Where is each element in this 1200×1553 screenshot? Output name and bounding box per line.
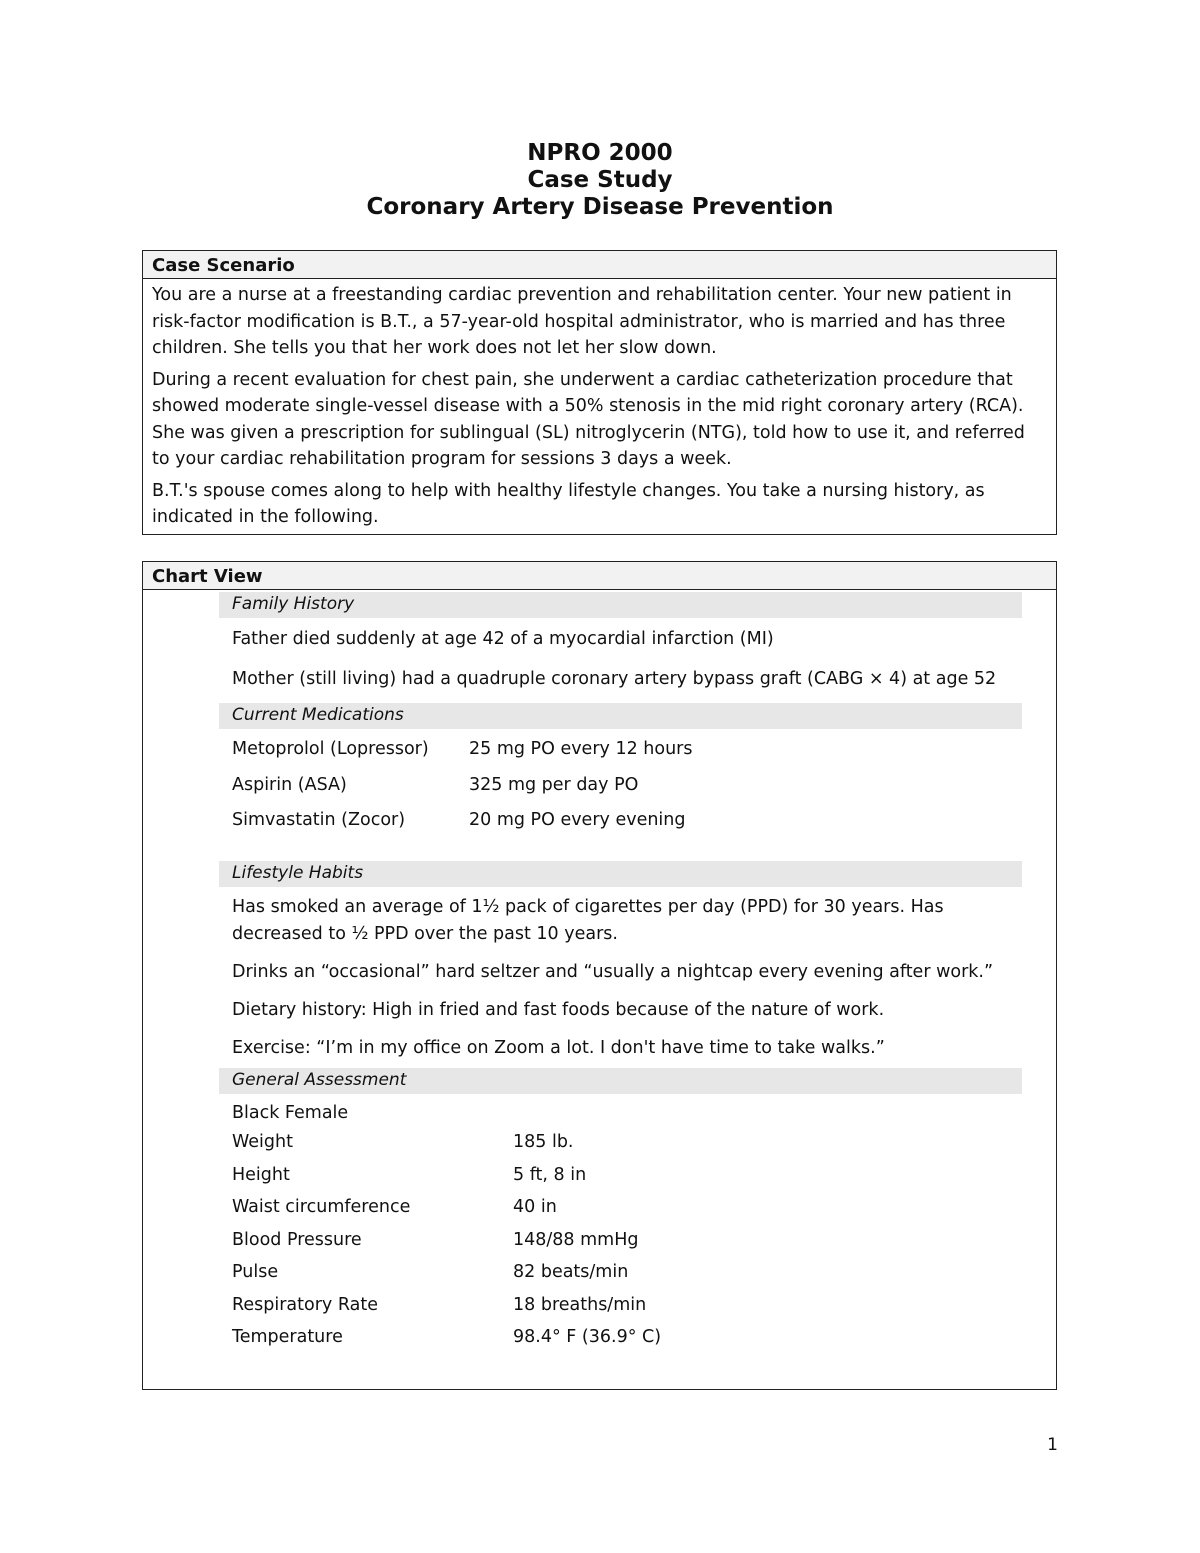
assessment-label: Blood Pressure: [232, 1229, 362, 1250]
assessment-label: Weight: [232, 1132, 293, 1152]
medication-dose: 20 mg PO every evening: [469, 810, 686, 830]
lifestyle-heading: Lifestyle Habits: [219, 861, 1022, 887]
medication-name: Metoprolol (Lopressor): [232, 739, 429, 759]
document-title: [0, 140, 1200, 221]
assessment-row: [219, 1126, 1022, 1159]
medication-name: Aspirin (ASA): [232, 775, 347, 795]
doc-type: Case Study: [527, 167, 673, 193]
lifestyle-item: Exercise: “I’m in my office on Zoom a lot. I don't have time to take walks.”: [232, 1038, 885, 1058]
medication-name: Simvastatin (Zocor): [232, 810, 406, 830]
lifestyle-item: Drinks an “occasional” hard seltzer and “usually a nightcap every evening after work.”: [232, 962, 994, 982]
lifestyle-item: Has smoked an average of 1½ pack of cigarettes per day (PPD) for 30 years. Has decreased to ½ PPD over the past 10 years.: [232, 897, 944, 944]
medication-dose: 325 mg per day PO: [469, 775, 639, 795]
course-code: NPRO 2000: [527, 140, 673, 166]
family-history-item: Mother (still living) had a quadruple coronary artery bypass graft (CABG × 4) at age 52: [232, 669, 997, 689]
medications-heading: Current Medications: [219, 703, 1022, 729]
assessment-label: Respiratory Rate: [232, 1294, 378, 1315]
assessment-value: 40 in: [513, 1197, 557, 1217]
lifestyle-item: Dietary history: High in fried and fast foods because of the nature of work.: [232, 1000, 885, 1020]
assessment-label: Height: [232, 1164, 290, 1185]
assessment-value: 185 lb.: [513, 1132, 574, 1152]
assessment-row: [219, 1256, 1022, 1289]
assessment-row: [219, 1289, 1022, 1322]
assessment-label: Waist circumference: [232, 1197, 411, 1217]
chart-view-box: [142, 561, 1057, 1390]
medication-row: [219, 736, 1022, 762]
scenario-paragraph: During a recent evaluation for chest pain, she underwent a cardiac catheterization procedure that showed moderate single-vessel disease with a 50% stenosis in the mid right coronary artery (RCA). She was given a prescription for sublingual (SL) nitroglycerin (NTG), told how to use it, and referred to your cardiac rehabilitation program for sessions 3 days a week.: [152, 369, 1025, 469]
assessment-value: 5 ft, 8 in: [513, 1164, 587, 1185]
assessment-label: Temperature: [232, 1327, 343, 1347]
case-scenario-box: [142, 250, 1057, 535]
assessment-row: [219, 1224, 1022, 1257]
assessment-value: 82 beats/min: [513, 1262, 629, 1282]
assessment-row: [219, 1159, 1022, 1192]
topic-title: Coronary Artery Disease Prevention: [366, 194, 834, 220]
assessment-value: 148/88 mmHg: [513, 1229, 639, 1250]
page-number: 1: [1047, 1435, 1058, 1455]
assessment-label: Pulse: [232, 1262, 279, 1282]
case-scenario-heading: Case Scenario: [143, 251, 1056, 279]
assessment-value: 98.4° F (36.9° C): [513, 1327, 662, 1347]
scenario-paragraph: B.T.'s spouse comes along to help with healthy lifestyle changes. You take a nursing history, as indicated in the following.: [152, 480, 985, 527]
assessment-row: [219, 1191, 1022, 1224]
family-history-heading: Family History: [219, 592, 1022, 618]
assessment-heading: General Assessment: [219, 1068, 1022, 1094]
chart-view-heading: Chart View: [143, 562, 1056, 590]
medication-row: [219, 772, 1022, 798]
assessment-intro: Black Female: [232, 1103, 349, 1123]
assessment-value: 18 breaths/min: [513, 1294, 647, 1315]
family-history-item: Father died suddenly at age 42 of a myocardial infarction (MI): [232, 629, 774, 649]
assessment-row: [219, 1321, 1022, 1354]
medication-dose: 25 mg PO every 12 hours: [469, 739, 693, 759]
scenario-paragraph: You are a nurse at a freestanding cardiac prevention and rehabilitation center. Your new patient in risk-factor modification is B.T., a 57-year-old hospital administrator, who is married and has three children. She tells you that her work does not let her slow down.: [152, 285, 1012, 358]
medication-row: [219, 807, 1022, 833]
